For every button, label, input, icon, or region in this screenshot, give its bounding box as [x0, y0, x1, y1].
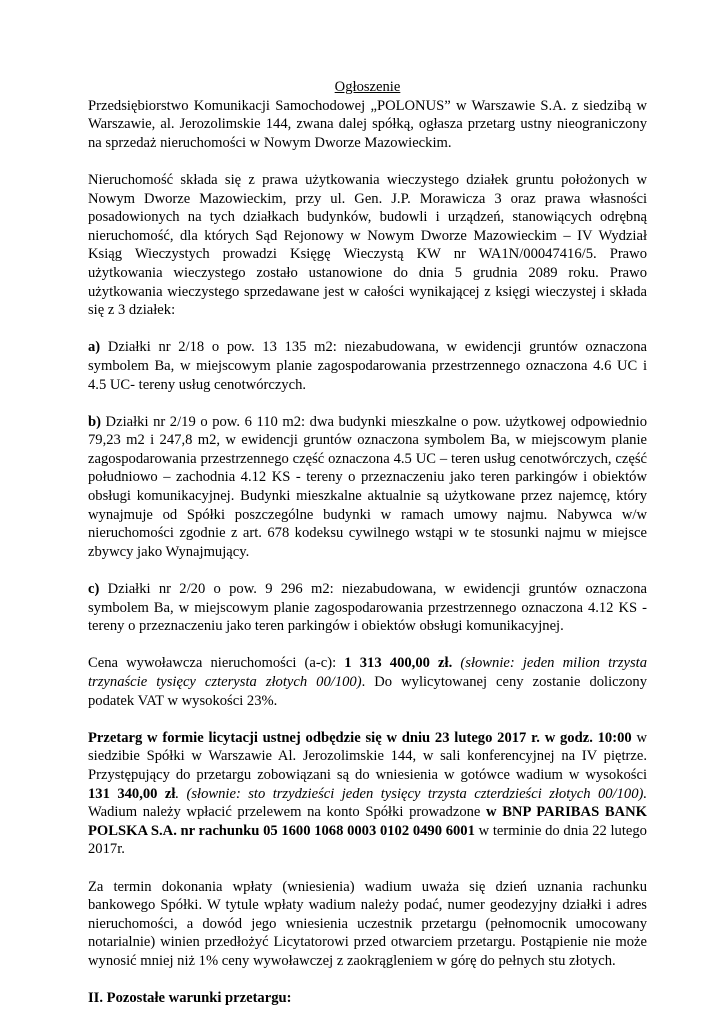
plot-b-letter: b) [88, 413, 101, 430]
plot-c-letter: c) [88, 581, 100, 598]
price-tail: . Do wylicytowanej ceny zostanie doliczony podatek VAT w wysokości 23%. [88, 674, 647, 709]
payment-terms-paragraph: Za termin dokonania wpłaty (wniesienia) wadium uważa się dzień uznania rachunku bankowego Spółki. W tytule wpłaty wadium należy podać, numer geodezyjny działki i adres nieruchomości, a dowód jego wniesienia uczestnik przetargu (pełnomocnik umocowany notarialnie) winien przedłożyć Licytatorowi przed otwarciem przetargu. Postąpienie nie może wynosić mniej niż 1% ceny wywoławczej z zaokrągleniem w górę do pełnych stu złotych. [88, 878, 647, 969]
price-paragraph [88, 654, 647, 710]
section-heading: II. Pozostałe warunki przetargu: [88, 990, 292, 1007]
auction-text-3: w terminie do dnia 22 lutego 2017r. [88, 822, 647, 858]
auction-date: Przetarg w formie licytacji ustnej odbędzie się w dniu 23 lutego 2017 r. w godz. 10:00 [88, 729, 632, 746]
plot-a-text: Działki nr 2/18 o pow. 13 135 m2: niezabudowana, w ewidencji gruntów oznaczona symbolem Ba, w miejscowym planie zagospodarowania przestrzennego oznaczona 4.6 UC i 4.5 UC- tereny usług cenotwórczych. [88, 339, 647, 393]
plot-c-text: Działki nr 2/20 o pow. 9 296 m2: niezabudowana, w ewidencji gruntów oznaczona symbolem Ba, w miejscowym planie zagospodarowania przestrzennego oznaczona 4.12 KS - tereny o przeznaczeniu jako teren parkingów i obiektów obsługi komunikacyjnej. [88, 581, 647, 635]
plot-c-paragraph [88, 580, 647, 636]
price-words: (słownie: jeden milion trzysta trzynaście tysięcy czterysta złotych 00/100) [88, 655, 647, 690]
plot-b-paragraph [88, 413, 647, 562]
auction-paragraph [88, 729, 647, 859]
auction-text-2: Wadium należy wpłacić przelewem na konto Spółki prowadzone [88, 804, 487, 821]
property-description: Nieruchomość składa się z prawa użytkowania wieczystego działek gruntu położonych w Nowym Dworze Mazowieckim, przy ul. Gen. J.P. Morawicza 3 oraz prawa własności posadowionych na tych działkach budynków, budowli i urządzeń, stanowiących odrębną nieruchomość, dla których Sąd Rejonowy w Nowym Dworze Mazowieckim – IV Wydział Ksiąg Wieczystych prowadzi Księgę Wieczystą KW nr WA1N/00047416/5. Prawo użytkowania wieczystego zostało ustanowione do dnia 5 grudnia 2089 roku. Prawo użytkowania wieczystego sprzedawane jest w całości wynikającej z księgi wieczystej i składa się z 3 działek: [88, 171, 647, 319]
price-amount: 1 313 400,00 zł. [344, 655, 453, 672]
intro-paragraph: Przedsiębiorstwo Komunikacji Samochodowej „POLONUS” w Warszawie S.A. z siedzibą w Warszawie, al. Jerozolimskie 144, zwana dalej spółką, ogłasza przetarg ustny nieograniczony na sprzedaż nieruchomości w Nowym Dworze Mazowieckim. [88, 97, 647, 151]
bank-account: w BNP PARIBAS BANK POLSKA S.A. nr rachunku 05 1600 1068 0003 0102 0490 6001 [88, 804, 647, 839]
plot-a-letter: a) [88, 339, 101, 356]
plot-b-text: Działki nr 2/19 o pow. 6 110 m2: dwa budynki mieszkalne o pow. użytkowej odpowiednio 79,23 m2 i 247,8 m2, w ewidencji gruntów oznaczona symbolem Ba, w miejscowym planie zagospodarowania przestrzennego część oznaczona 4.5 UC – teren usług cenotwórczych, część południowo – zachodnia 4.12 KS - tereny o przeznaczeniu jako teren parkingów i obiektów obsługi komunikacyjnej. Budynki mieszkalne aktualnie są użytkowane przez najemcę, który wynajmuje od Spółki poszczególne budynki w ramach umowy najmu. Nabywca w/w nieruchomości zgodnie z art. 678 kodeksu cywilnego wstąpi w te stosunki najmu w miejsce zbywcy jako Wynajmujący. [88, 413, 647, 560]
price-lead: Cena wywoławcza nieruchomości (a-c): [88, 655, 345, 672]
deposit-words: . (słownie: sto trzydzieści jeden tysięcy trzysta czterdzieści złotych 00/100). [175, 785, 648, 802]
plot-a-paragraph [88, 338, 647, 394]
deposit-amount: 131 340,00 zł [88, 785, 176, 802]
auction-text-1: w siedzibie Spółki w Warszawie Al. Jerozolimskie 144, w sali konferencyjnej na IV piętrze. Przystępujący do przetargu zobowiązani są do wniesienia w gotówce wadium w wysokości [88, 729, 647, 783]
document-title: Ogłoszenie [334, 79, 401, 95]
